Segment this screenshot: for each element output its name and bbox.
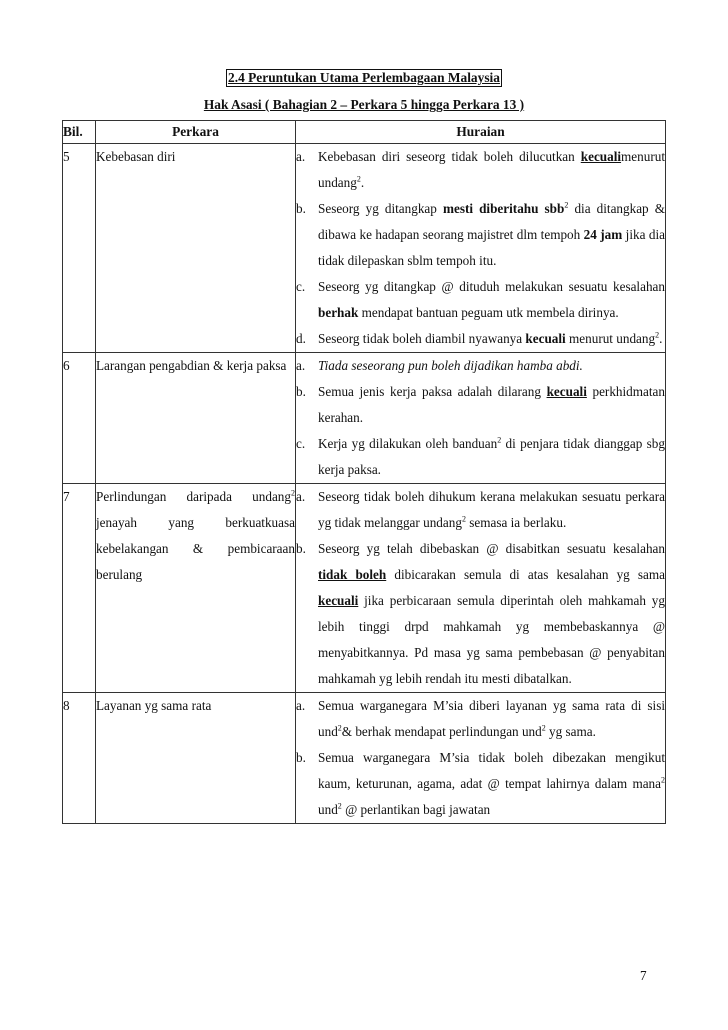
item-text — [318, 379, 665, 431]
item-marker: a. — [296, 698, 306, 713]
table-row — [63, 144, 666, 353]
section-title: 2.4 Peruntukan Utama Perlembagaan Malaysia — [228, 70, 500, 85]
item-marker: a. — [296, 358, 306, 373]
text-segment: jika perbicaraan semula diperintah oleh mahkamah yg lebih tinggi drpd mahkamah yg membebaskannya @ menyabitkannya. Pd masa yg sama pembebasan @ penyabitan mahkamah yg lebih rendah itu mesti dibatalkan. — [318, 593, 665, 686]
table-row — [63, 353, 666, 484]
table-row — [63, 693, 666, 824]
text-segment: Perlindungan daripada undang — [96, 489, 291, 504]
item-text — [318, 326, 665, 352]
huraian-list — [296, 693, 665, 823]
header-bil: Bil. — [63, 121, 96, 144]
section-subtitle: Hak Asasi ( Bahagian 2 – Perkara 5 hingga Perkara 13 ) — [203, 97, 525, 112]
text-segment: 2 — [337, 801, 342, 811]
item-text — [318, 536, 665, 692]
header-huraian: Huraian — [296, 121, 666, 144]
row-number: 5 — [63, 144, 96, 353]
item-marker: c. — [296, 436, 306, 451]
text-segment: @ perlantikan bagi jawatan — [341, 802, 491, 817]
text-segment: Seseorg tidak boleh dihukum kerana melakukan sesuatu perkara yg tidak melanggar undang — [318, 489, 665, 530]
text-segment: Kebebasan diri seseorg tidak boleh dilucutkan — [318, 149, 581, 164]
huraian-cell — [296, 144, 666, 353]
text-segment: . — [360, 175, 365, 190]
header-perkara: Perkara — [96, 121, 296, 144]
text-segment: Seseorg yg ditangkap — [318, 201, 443, 216]
huraian-cell — [296, 484, 666, 693]
text-segment: 2 — [661, 775, 665, 785]
text-segment: di penjara tidak dianggap sbg kerja paksa. — [318, 436, 665, 477]
item-text — [318, 745, 665, 823]
list-item — [296, 693, 665, 745]
text-segment: & berhak mendapat perlindungan und — [341, 724, 542, 739]
text-segment: menurut undang — [318, 149, 665, 190]
text-segment: 2 — [291, 488, 295, 498]
perkara-cell: Kebebasan diri — [96, 144, 296, 353]
text-segment: Seseorg yg ditangkap @ dituduh melakukan sesuatu kesalahan — [318, 279, 665, 294]
text-segment: jika dia tidak dilepaskan sblm tempoh itu. — [318, 227, 665, 268]
list-item — [296, 326, 665, 352]
text-segment: tidak boleh — [318, 567, 387, 582]
text-segment: Tiada seseorang pun boleh dijadikan hamba abdi. — [318, 358, 583, 373]
list-item — [296, 431, 665, 483]
text-segment: 2 — [655, 330, 660, 340]
huraian-list — [296, 353, 665, 483]
text-segment: kecuali — [525, 331, 566, 346]
list-item — [296, 144, 665, 196]
huraian-cell — [296, 693, 666, 824]
perkara-cell: Layanan yg sama rata — [96, 693, 296, 824]
list-item — [296, 745, 665, 823]
text-segment: Semua warganegara M’sia diberi layanan yg sama rata di sisi und — [318, 698, 665, 739]
row-number: 8 — [63, 693, 96, 824]
row-number: 7 — [63, 484, 96, 693]
text-segment: jenayah yang berkuatkuasa kebelakangan & pembicaraan berulang — [96, 515, 295, 582]
text-segment: perkhidmatan kerahan. — [318, 384, 665, 425]
text-segment: 2 — [541, 723, 546, 733]
list-item — [296, 196, 665, 274]
text-segment: Semua warganegara M’sia tidak boleh dibezakan mengikut kaum, keturunan, agama, adat @ tempat lahirnya dalam mana — [318, 750, 665, 791]
text-segment: kecuali — [546, 384, 587, 399]
item-text — [318, 484, 665, 536]
text-segment: Seseorg tidak boleh diambil nyawanya — [318, 331, 526, 346]
text-segment: Kerja yg dilakukan oleh banduan — [318, 436, 498, 451]
text-segment: . — [659, 331, 663, 346]
item-marker: d. — [296, 331, 306, 346]
huraian-list — [296, 144, 665, 352]
item-text — [318, 196, 665, 274]
list-item — [296, 274, 665, 326]
list-item — [296, 484, 665, 536]
text-segment: und — [318, 802, 338, 817]
page-number: 7 — [640, 968, 647, 983]
item-text — [318, 144, 665, 196]
text-segment: 24 jam — [583, 227, 623, 242]
text-segment: 2 — [337, 723, 342, 733]
text-segment: Seseorg yg telah dibebaskan @ disabitkan sesuatu kesalahan — [318, 541, 665, 556]
text-segment: menurut undang — [565, 331, 656, 346]
text-segment: mendapat bantuan peguam utk membela dirinya. — [358, 305, 619, 320]
huraian-cell — [296, 353, 666, 484]
text-segment: 2 — [497, 435, 502, 445]
table-row — [63, 484, 666, 693]
list-item — [296, 353, 665, 379]
item-marker: b. — [296, 750, 306, 765]
item-marker: b. — [296, 541, 306, 556]
list-item — [296, 379, 665, 431]
text-segment: mesti diberitahu sbb — [442, 201, 565, 216]
text-segment: 2 — [564, 200, 569, 210]
row-number: 6 — [63, 353, 96, 484]
item-text — [318, 274, 665, 326]
item-marker: b. — [296, 384, 306, 399]
item-marker: a. — [296, 149, 306, 164]
text-segment: 2 — [461, 514, 466, 524]
text-segment: dia ditangkap & dibawa ke hadapan seorang majistret dlm tempoh — [318, 201, 666, 242]
text-segment: kecuali — [580, 149, 622, 164]
text-segment: berhak — [318, 305, 359, 320]
text-segment: dibicarakan semula di atas kesalahan yg sama — [386, 567, 665, 582]
perkara-cell: Larangan pengabdian & kerja paksa — [96, 353, 296, 484]
item-text — [318, 353, 665, 379]
huraian-list — [296, 484, 665, 692]
item-text — [318, 431, 665, 483]
table-header-row — [63, 121, 666, 144]
text-segment: 2 — [356, 174, 361, 184]
perkara-cell — [96, 484, 296, 693]
text-segment: semasa ia berlaku. — [465, 515, 567, 530]
text-segment: Semua jenis kerja paksa adalah dilarang — [318, 384, 547, 399]
list-item — [296, 536, 665, 692]
item-marker: a. — [296, 489, 306, 504]
text-segment: kecuali — [318, 593, 359, 608]
rights-table — [62, 120, 666, 824]
item-marker: c. — [296, 279, 306, 294]
text-segment: yg sama. — [545, 724, 596, 739]
item-text — [318, 693, 665, 745]
item-marker: b. — [296, 201, 306, 216]
